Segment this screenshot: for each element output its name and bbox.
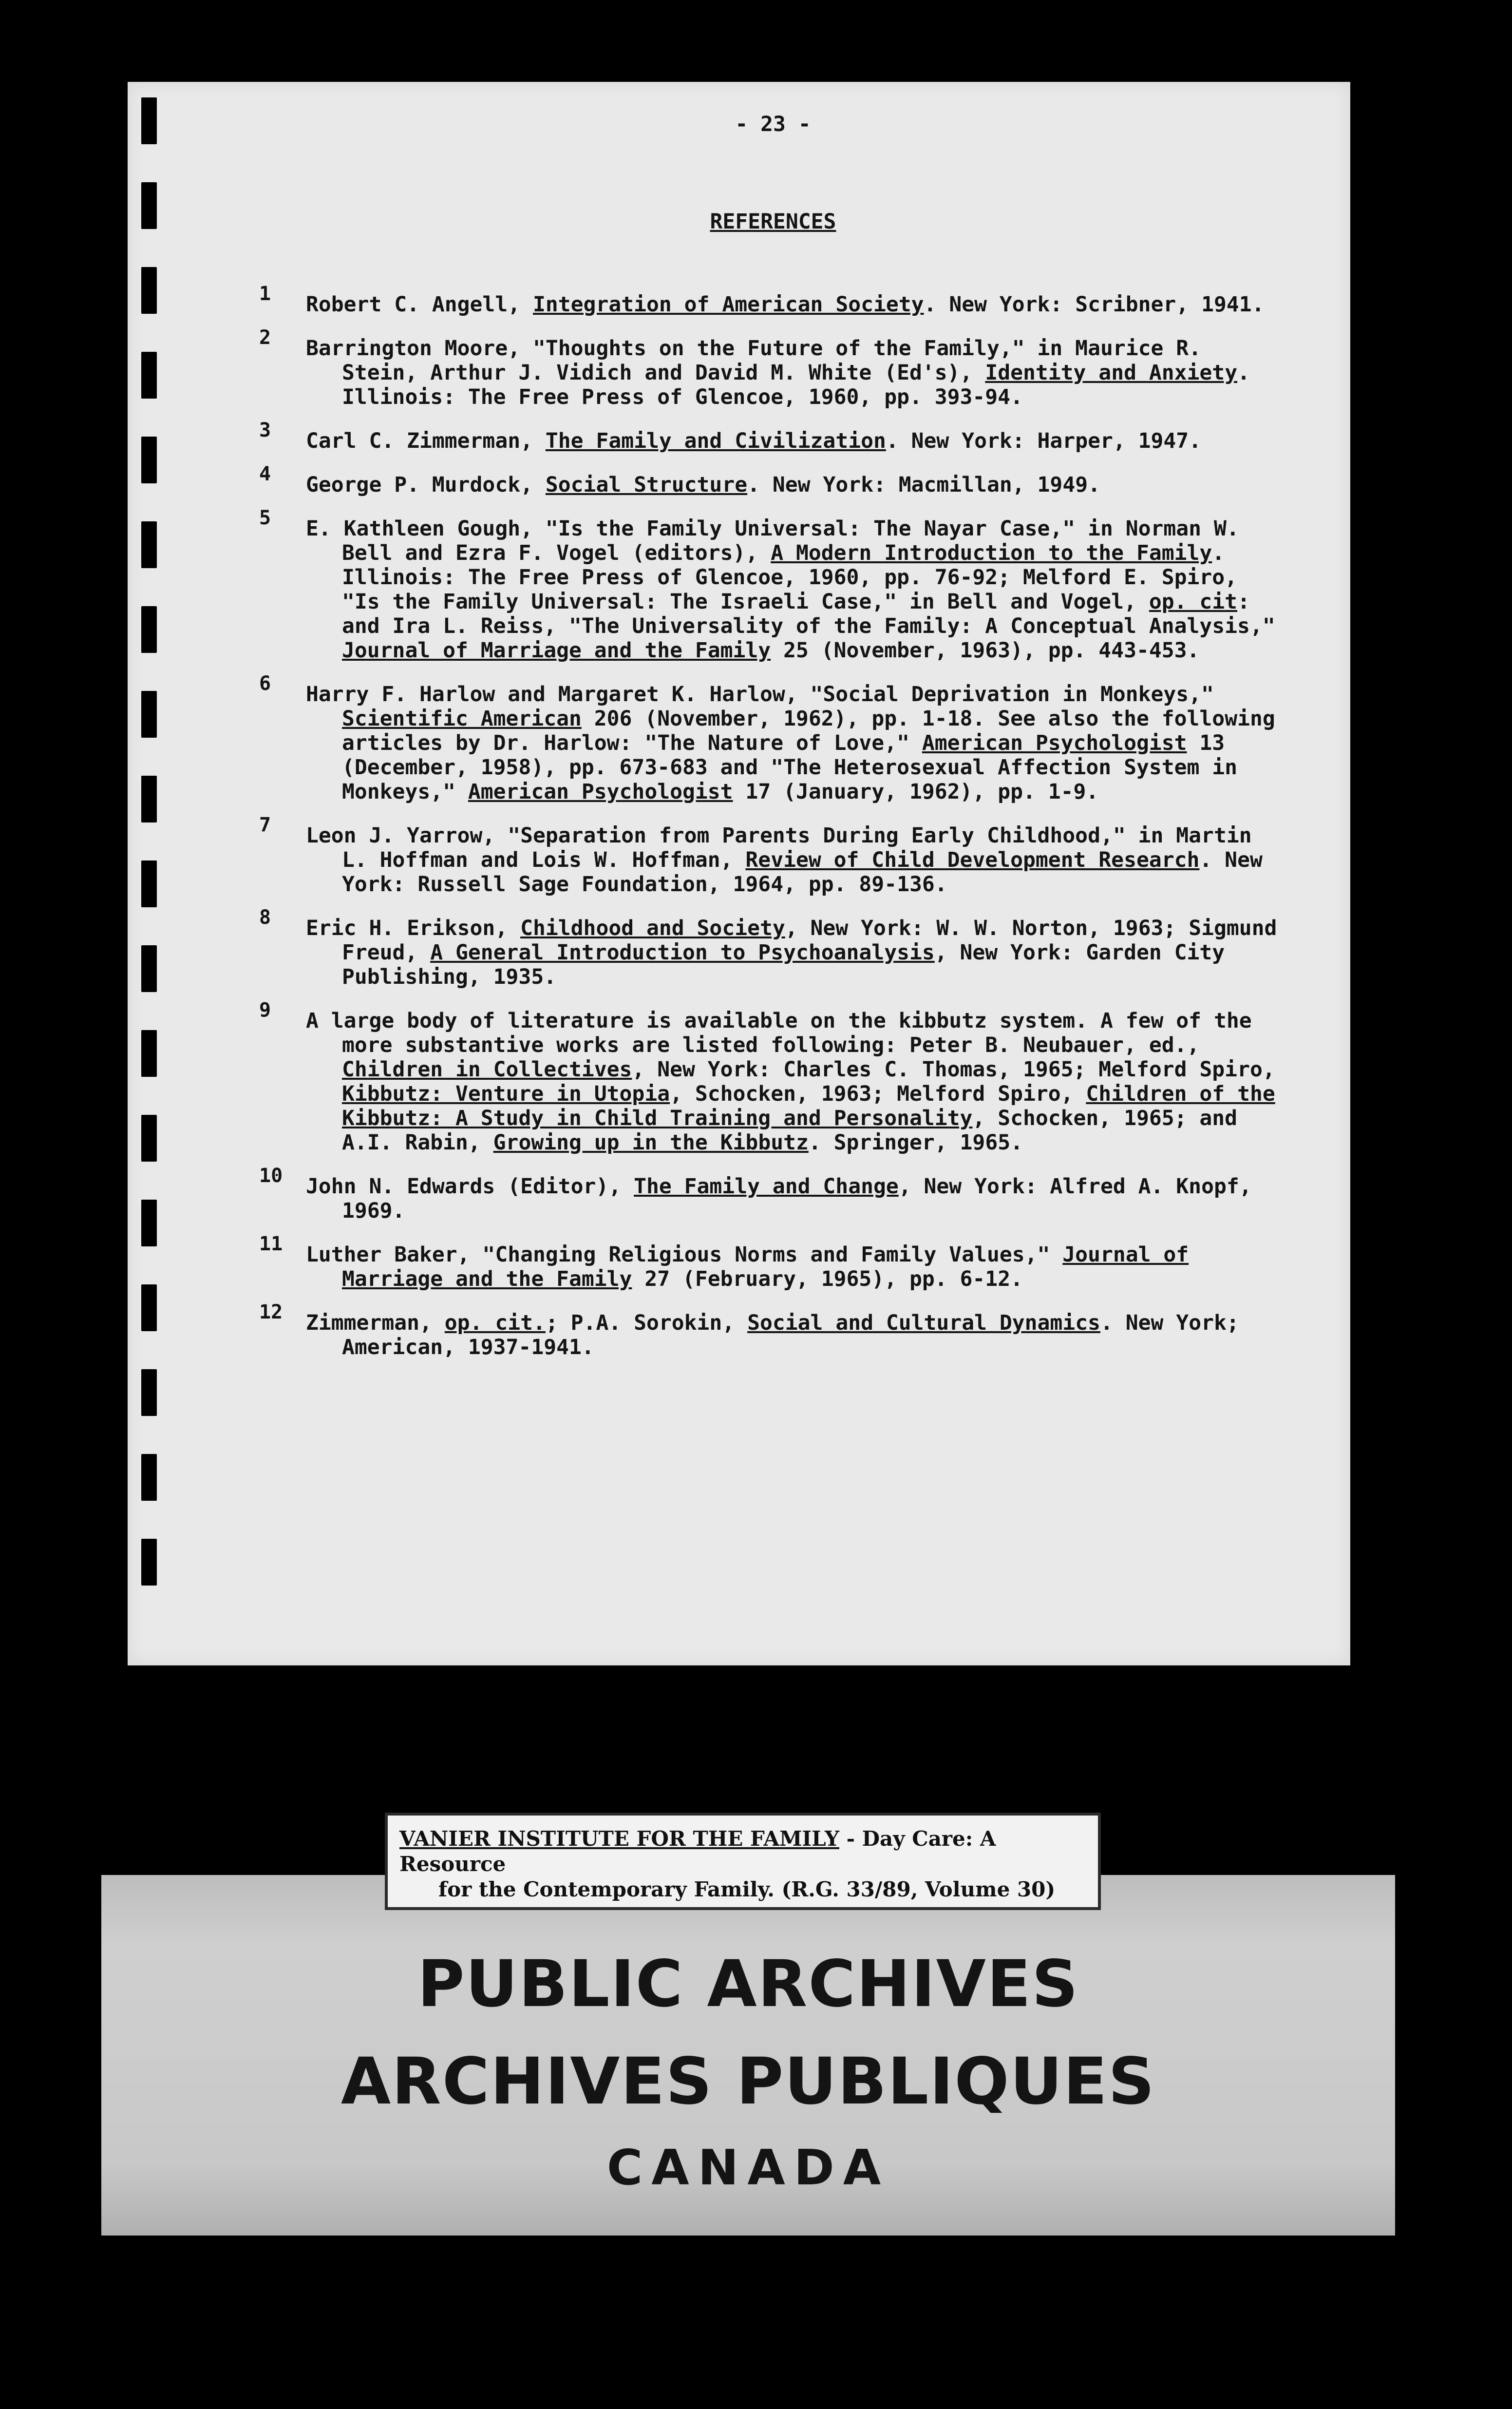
reference-title-underlined: op. cit bbox=[1149, 590, 1238, 614]
reference-title-underlined: Children of the Kibbutz: A Study in Child Training and Personality bbox=[342, 1082, 1275, 1130]
reference-number: 7 bbox=[259, 814, 271, 836]
binding-mark bbox=[141, 606, 157, 653]
reference-title-underlined: Identity and Anxiety bbox=[985, 361, 1238, 385]
reference-title-underlined: Childhood and Society bbox=[520, 916, 785, 940]
reference-item bbox=[259, 906, 1287, 989]
reference-title-underlined: Growing up in the Kibbutz bbox=[493, 1130, 809, 1155]
reference-item bbox=[259, 814, 1287, 897]
reference-text-part: . New York; American, 1937-1941. bbox=[342, 1311, 1239, 1359]
reference-text-part: ; P.A. Sorokin, bbox=[545, 1311, 748, 1335]
reference-item bbox=[259, 326, 1287, 409]
reference-text-part: Leon J. Yarrow, "Separation from Parents During Early Childhood," in Martin L. Hoffman and Lois W. Hoffman, bbox=[306, 823, 1252, 872]
archive-label-line1: - Day Care: A Resource bbox=[399, 1827, 996, 1876]
reference-item bbox=[259, 1165, 1287, 1223]
reference-number: 8 bbox=[259, 906, 271, 929]
reference-text-part: 206 (November, 1962), pp. 1-18. See also the following articles by Dr. Harlow: "The Nature of Love," bbox=[342, 707, 1275, 755]
document-body bbox=[259, 112, 1287, 1379]
reference-text bbox=[306, 682, 1287, 804]
reference-number: 6 bbox=[259, 672, 271, 695]
reference-text-part: 27 (February, 1965), pp. 6-12. bbox=[632, 1267, 1023, 1291]
reference-text-part: Luther Baker, "Changing Religious Norms and Family Values," bbox=[306, 1243, 1063, 1267]
reference-text-part: , New York: W. W. Norton, 1963; Sigmund Freud, bbox=[342, 916, 1277, 965]
reference-title-underlined: Journal of Marriage and the Family bbox=[342, 1243, 1189, 1291]
reference-title-underlined: Integration of American Society bbox=[533, 292, 924, 317]
reference-number: 9 bbox=[259, 999, 271, 1021]
binding-mark bbox=[141, 267, 157, 314]
reference-text-part: . Illinois: The Free Press of Glencoe, 1960, pp. 393-94. bbox=[342, 361, 1250, 409]
binding-mark bbox=[141, 860, 157, 907]
reference-number: 3 bbox=[259, 419, 271, 441]
reference-text-part: . New York: Macmillan, 1949. bbox=[747, 473, 1100, 497]
binding-mark bbox=[141, 776, 157, 822]
reference-title-underlined: The Family and Change bbox=[634, 1174, 899, 1199]
reference-text-part: , Schocken, 1963; Melford Spiro, bbox=[670, 1082, 1086, 1106]
reference-title-underlined: Scientific American bbox=[342, 707, 582, 731]
reference-item bbox=[259, 463, 1287, 497]
reference-title-underlined: The Family and Civilization bbox=[545, 429, 886, 453]
reference-text-part: , Schocken, 1965; and A.I. Rabin, bbox=[342, 1106, 1238, 1155]
binding-mark bbox=[141, 1539, 157, 1586]
reference-text-part: . New York: Scribner, 1941. bbox=[924, 292, 1265, 317]
archive-institute: VANIER INSTITUTE FOR THE FAMILY bbox=[399, 1827, 839, 1851]
archive-title-publiques: ARCHIVES PUBLIQUES bbox=[340, 2044, 1155, 2119]
reference-text bbox=[306, 429, 1287, 453]
reference-text bbox=[306, 473, 1287, 497]
reference-number: 1 bbox=[259, 283, 271, 305]
binding-mark bbox=[141, 1115, 157, 1162]
reference-title-underlined: American Psychologist bbox=[468, 780, 733, 804]
reference-title-underlined: Social Structure bbox=[545, 473, 748, 497]
reference-title-underlined: Kibbutz: Venture in Utopia bbox=[342, 1082, 670, 1106]
reference-text bbox=[306, 292, 1287, 317]
binding-mark bbox=[141, 1284, 157, 1331]
reference-text-part: A large body of literature is available on the kibbutz system. A few of the more substantive works are listed following: Peter B. Neubauer, ed., bbox=[306, 1009, 1252, 1057]
reference-number: 4 bbox=[259, 463, 271, 485]
reference-text bbox=[306, 916, 1287, 989]
reference-text bbox=[306, 1311, 1287, 1359]
reference-text-part: Harry F. Harlow and Margaret K. Harlow, "Social Deprivation in Monkeys," bbox=[306, 682, 1214, 707]
reference-title-underlined: Review of Child Development Research bbox=[745, 848, 1200, 872]
reference-item bbox=[259, 999, 1287, 1155]
binding-mark bbox=[141, 97, 157, 144]
reference-text-part: George P. Murdock, bbox=[306, 473, 546, 497]
binding-mark bbox=[141, 1030, 157, 1077]
archive-title-public: PUBLIC ARCHIVES bbox=[417, 1947, 1079, 2022]
reference-title-underlined: Social and Cultural Dynamics bbox=[747, 1311, 1100, 1335]
reference-text-part: Robert C. Angell, bbox=[306, 292, 533, 317]
reference-text bbox=[306, 1174, 1287, 1223]
archive-title-canada: CANADA bbox=[606, 2139, 890, 2196]
binding-mark bbox=[141, 521, 157, 568]
reference-title-underlined: A General Introduction to Psychoanalysis bbox=[430, 940, 935, 965]
reference-item bbox=[259, 419, 1287, 453]
references-heading: REFERENCES bbox=[710, 210, 836, 234]
reference-title-underlined: Children in Collectives bbox=[342, 1057, 632, 1082]
reference-item bbox=[259, 283, 1287, 317]
reference-text-part: , New York: Charles C. Thomas, 1965; Melford Spiro, bbox=[632, 1057, 1275, 1082]
reference-text-part: . New York: Harper, 1947. bbox=[886, 429, 1202, 453]
reference-text-part: , New York: Alfred A. Knopf, 1969. bbox=[342, 1174, 1252, 1223]
reference-text-part: 13 (December, 1958), pp. 673-683 and "The Heterosexual Affection System in Monkeys," bbox=[342, 731, 1238, 804]
binding-mark bbox=[141, 1454, 157, 1501]
archive-label bbox=[385, 1813, 1101, 1910]
reference-text-part: Carl C. Zimmerman, bbox=[306, 429, 546, 453]
binding-mark bbox=[141, 182, 157, 229]
archive-label-line2: for the Contemporary Family. (R.G. 33/89, Volume 30) bbox=[438, 1877, 1056, 1901]
reference-number: 11 bbox=[259, 1233, 283, 1255]
reference-text-part: . New York: Russell Sage Foundation, 1964, pp. 89-136. bbox=[342, 848, 1263, 897]
binding-marks bbox=[141, 97, 159, 1632]
reference-number: 5 bbox=[259, 507, 271, 529]
reference-title-underlined: op. cit. bbox=[444, 1311, 546, 1335]
reference-text-part: 25 (November, 1963), pp. 443-453. bbox=[771, 638, 1200, 663]
reference-title-underlined: Journal of Marriage and the Family bbox=[342, 638, 771, 663]
binding-mark bbox=[141, 1369, 157, 1416]
reference-number: 2 bbox=[259, 326, 271, 349]
reference-text bbox=[306, 336, 1287, 409]
reference-text-part: . Springer, 1965. bbox=[808, 1130, 1023, 1155]
reference-item bbox=[259, 507, 1287, 663]
binding-mark bbox=[141, 352, 157, 399]
reference-text-part: 17 (January, 1962), pp. 1-9. bbox=[733, 780, 1099, 804]
reference-text bbox=[306, 823, 1287, 897]
reference-item bbox=[259, 1301, 1287, 1359]
binding-mark bbox=[141, 945, 157, 992]
reference-text-part: : and Ira L. Reiss, "The Universality of the Family: A Conceptual Analysis," bbox=[342, 590, 1275, 638]
reference-text-part: Barrington Moore, "Thoughts on the Future of the Family," in Maurice R. Stein, Arthur J. Vidich and David M. White (Ed's), bbox=[306, 336, 1202, 385]
reference-item bbox=[259, 672, 1287, 804]
reference-text bbox=[306, 1243, 1287, 1291]
binding-mark bbox=[141, 691, 157, 738]
reference-text bbox=[306, 516, 1287, 663]
binding-mark bbox=[141, 1200, 157, 1246]
reference-title-underlined: American Psychologist bbox=[922, 731, 1187, 755]
reference-text-part: Eric H. Erikson, bbox=[306, 916, 521, 940]
reference-number: 12 bbox=[259, 1301, 283, 1323]
reference-text-part: Zimmerman, bbox=[306, 1311, 445, 1335]
reference-text bbox=[306, 1009, 1287, 1155]
reference-number: 10 bbox=[259, 1165, 283, 1187]
reference-text-part: , New York: Garden City Publishing, 1935. bbox=[342, 940, 1225, 989]
reference-text-part: . Illinois: The Free Press of Glencoe, 1960, pp. 76-92; Melford E. Spiro, "Is the Family Universal: The Israeli Case," in Bell and Vogel, bbox=[342, 541, 1238, 614]
reference-list bbox=[259, 283, 1287, 1359]
reference-title-underlined: A Modern Introduction to the Family bbox=[771, 541, 1212, 565]
reference-item bbox=[259, 1233, 1287, 1291]
reference-text-part: John N. Edwards (Editor), bbox=[306, 1174, 634, 1199]
binding-mark bbox=[141, 437, 157, 483]
page-number: - 23 - bbox=[735, 112, 811, 136]
reference-text-part: E. Kathleen Gough, "Is the Family Universal: The Nayar Case," in Norman W. Bell and Ezra F. Vogel (editors), bbox=[306, 516, 1239, 565]
